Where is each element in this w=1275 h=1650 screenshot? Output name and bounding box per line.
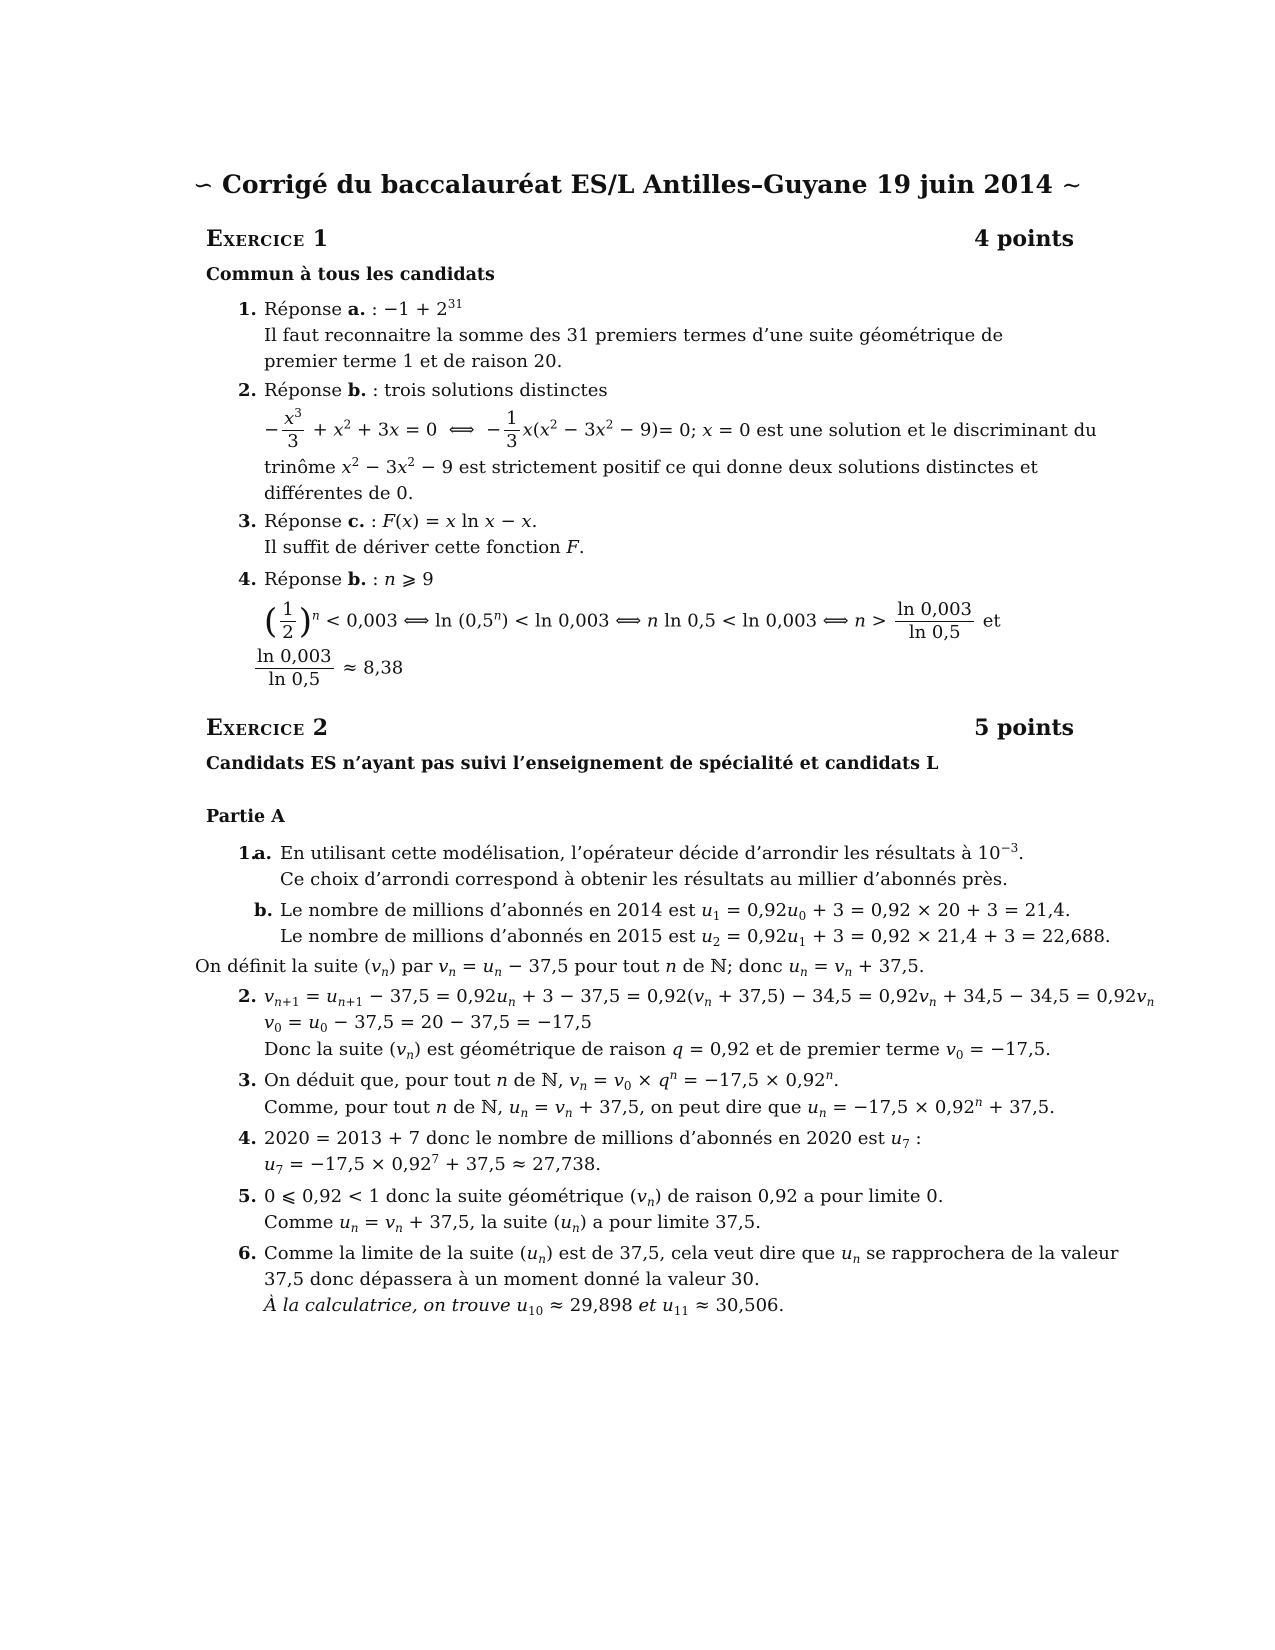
q2-explanation: trinôme $x^2 - 3x^2 - 9$ est strictement positif ce qui donne deux solutions distinctes et différentes de 0. — [264, 455, 1038, 504]
exercise1-header — [206, 224, 1074, 254]
exercise2-q1a — [280, 841, 1090, 893]
q6-line3: À la calculatrice, on trouve $u_{10} \approx 29,898$ et $u_{11} \approx 30,506$. — [264, 1295, 785, 1318]
q5-line1: 0 ⩽ 0,92 < 1 donc la suite géométrique $(v_n)$ de raison 0,92 a pour limite 0. — [264, 1186, 944, 1209]
question-number: 5. — [238, 1186, 257, 1207]
exercise1-audience: Commun à tous les candidats — [206, 265, 495, 285]
q1a-line1: En utilisant cette modélisation, l’opérateur décide d’arrondir les résultats à $10^{-3}$. — [280, 841, 1024, 864]
q4-equation: ( $\frac{1}{2}$ )$^n$ < 0,003 ⟺ $\ln (0,5^n) < \ln 0,003$ ⟺ n ln 0,5 < ln 0,003 ⟺ n > $\frac{\ln 0,003}{\ln 0,5}$ et — [264, 599, 1001, 643]
question-number: 2. — [238, 986, 257, 1007]
question-number: 6. — [238, 1243, 257, 1264]
exercise2-header — [206, 713, 1074, 743]
exercise1-q1 — [264, 297, 1074, 375]
exercise2-q5 — [264, 1184, 1074, 1236]
ornament-right-icon: ∼ — [1061, 171, 1082, 199]
q3-answer: Réponse c. : F(x) = x ln x − x. — [264, 511, 538, 532]
q1-explanation: Il faut reconnaitre la somme des 31 premiers termes d’une suite géométrique de premier terme 1 et de raison 20. — [264, 325, 1004, 372]
q3-line1: On déduit que, pour tout n de ℕ, $v_n = v_0 \times q^n = -17,5 \times 0,92^n$. — [264, 1068, 840, 1093]
q2-equation: − $\frac{x^3}{3}$ + $x^2 + 3x = 0$ ⟺ − $\frac{1}{3}$ $x(x^2 - 3x^2 - 9)$ = 0; x = 0 est une solution et le discriminant du — [264, 406, 1097, 452]
exercise2-q2 — [264, 984, 1155, 1063]
q2-equation-tail: = 0; x = 0 est une solution et le discriminant du — [658, 419, 1097, 441]
question-number: 4. — [238, 1128, 257, 1149]
sequence-definition: On définit la suite $(v_n)$ par $v_n = u_n - 37,5$ pour tout n de ℕ; donc $u_n = v_n + 37,5$. — [195, 956, 925, 979]
exercise1-q2 — [264, 378, 1097, 507]
exercise1-points: 4 points — [974, 226, 1074, 252]
question-number: 3. — [238, 511, 257, 532]
exercise2-label: Exercice 2 — [206, 715, 329, 741]
q2-answer: Réponse b. : trois solutions distinctes — [264, 380, 608, 401]
q3-line2: Comme, pour tout n de ℕ, $u_n = v_n + 37,5$, on peut dire que $u_n = -17,5 \times 0,92^n + 37,5$. — [264, 1095, 1055, 1120]
q4-answer: Réponse b. : n ⩾ 9 — [264, 569, 434, 590]
q2-line1: $v_{n+1} = u_{n+1} - 37,5 = 0,92u_n + 3 - 37,5 = 0,92(v_n + 37,5) - 34,5 = 0,92v_n + 34,5 - 34,5 = 0,92v_n$ — [264, 986, 1155, 1009]
q4-line2: $u_7 = -17,5 \times 0,92^7 + 37,5 \approx 27,738$. — [264, 1152, 602, 1177]
exercise2-audience: Candidats ES n’ayant pas suivi l’enseignement de spécialité et candidats L — [206, 754, 939, 774]
q6-line2: 37,5 donc dépassera à un moment donné la valeur 30. — [264, 1269, 760, 1290]
exercise2-q6 — [264, 1241, 1119, 1319]
q2-line2: $v_0 = u_0 - 37,5 = 20 - 37,5 = -17,5$ — [264, 1012, 592, 1035]
ornament-left-icon: ∽ — [193, 171, 214, 199]
question-number: 3. — [238, 1070, 257, 1091]
q6-line1: Comme la limite de la suite $(u_n)$ est de 37,5, cela veut dire que $u_n$ se rapprochera de la valeur — [264, 1243, 1119, 1266]
exercise2-q3 — [264, 1068, 1074, 1121]
exercise2-points: 5 points — [974, 715, 1074, 741]
question-number: 1. — [238, 299, 257, 320]
q4-approx-value: ≈ 8,38 — [342, 657, 404, 679]
subquestion-a: a. — [254, 843, 272, 864]
exercise2-q1b — [280, 898, 1111, 950]
question-number: 1. — [238, 843, 257, 864]
exercise1-q3 — [264, 509, 1074, 561]
q1b-line1: Le nombre de millions d’abonnés en 2014 est $u_1 = 0,92u_0 + 3 = 0,92 \times 20 + 3 = 21,4$. — [280, 900, 1071, 923]
question-number: 2. — [238, 380, 257, 401]
subquestion-b: b. — [254, 900, 273, 921]
exercise2-q4 — [264, 1126, 1074, 1178]
q1-answer: Réponse a. : $-1 + 2^{31}$ — [264, 297, 464, 320]
page-title — [0, 168, 1275, 202]
question-number: 4. — [238, 569, 257, 590]
part-a-heading: Partie A — [206, 807, 285, 827]
q4-approximation: $\frac{\ln 0,003}{\ln 0,5}$ ≈ 8,38 — [257, 646, 404, 690]
q2-line3: Donc la suite $(v_n)$ est géométrique de raison q = 0,92 et de premier terme $v_0 = -17,5$. — [264, 1039, 1051, 1062]
title-text: Corrigé du baccalauréat ES/L Antilles–Guyane 19 juin 2014 — [222, 170, 1053, 199]
q1a-line2: Ce choix d’arrondi correspond à obtenir les résultats au millier d’abonnés près. — [280, 869, 1008, 890]
exercise1-q4 — [257, 567, 1074, 691]
exercise1-label: Exercice 1 — [206, 226, 329, 252]
q1b-line2: Le nombre de millions d’abonnés en 2015 est $u_2 = 0,92u_1 + 3 = 0,92 \times 21,4 + 3 = 22,688$. — [280, 926, 1111, 949]
q5-line2: Comme $u_n = v_n + 37,5$, la suite $(u_n)$ a pour limite 37,5. — [264, 1212, 761, 1235]
q3-explanation: Il suffit de dériver cette fonction F. — [264, 537, 585, 558]
q4-line1: 2020 = 2013 + 7 donc le nombre de millions d’abonnés en 2020 est $u_7$ : — [264, 1128, 922, 1151]
